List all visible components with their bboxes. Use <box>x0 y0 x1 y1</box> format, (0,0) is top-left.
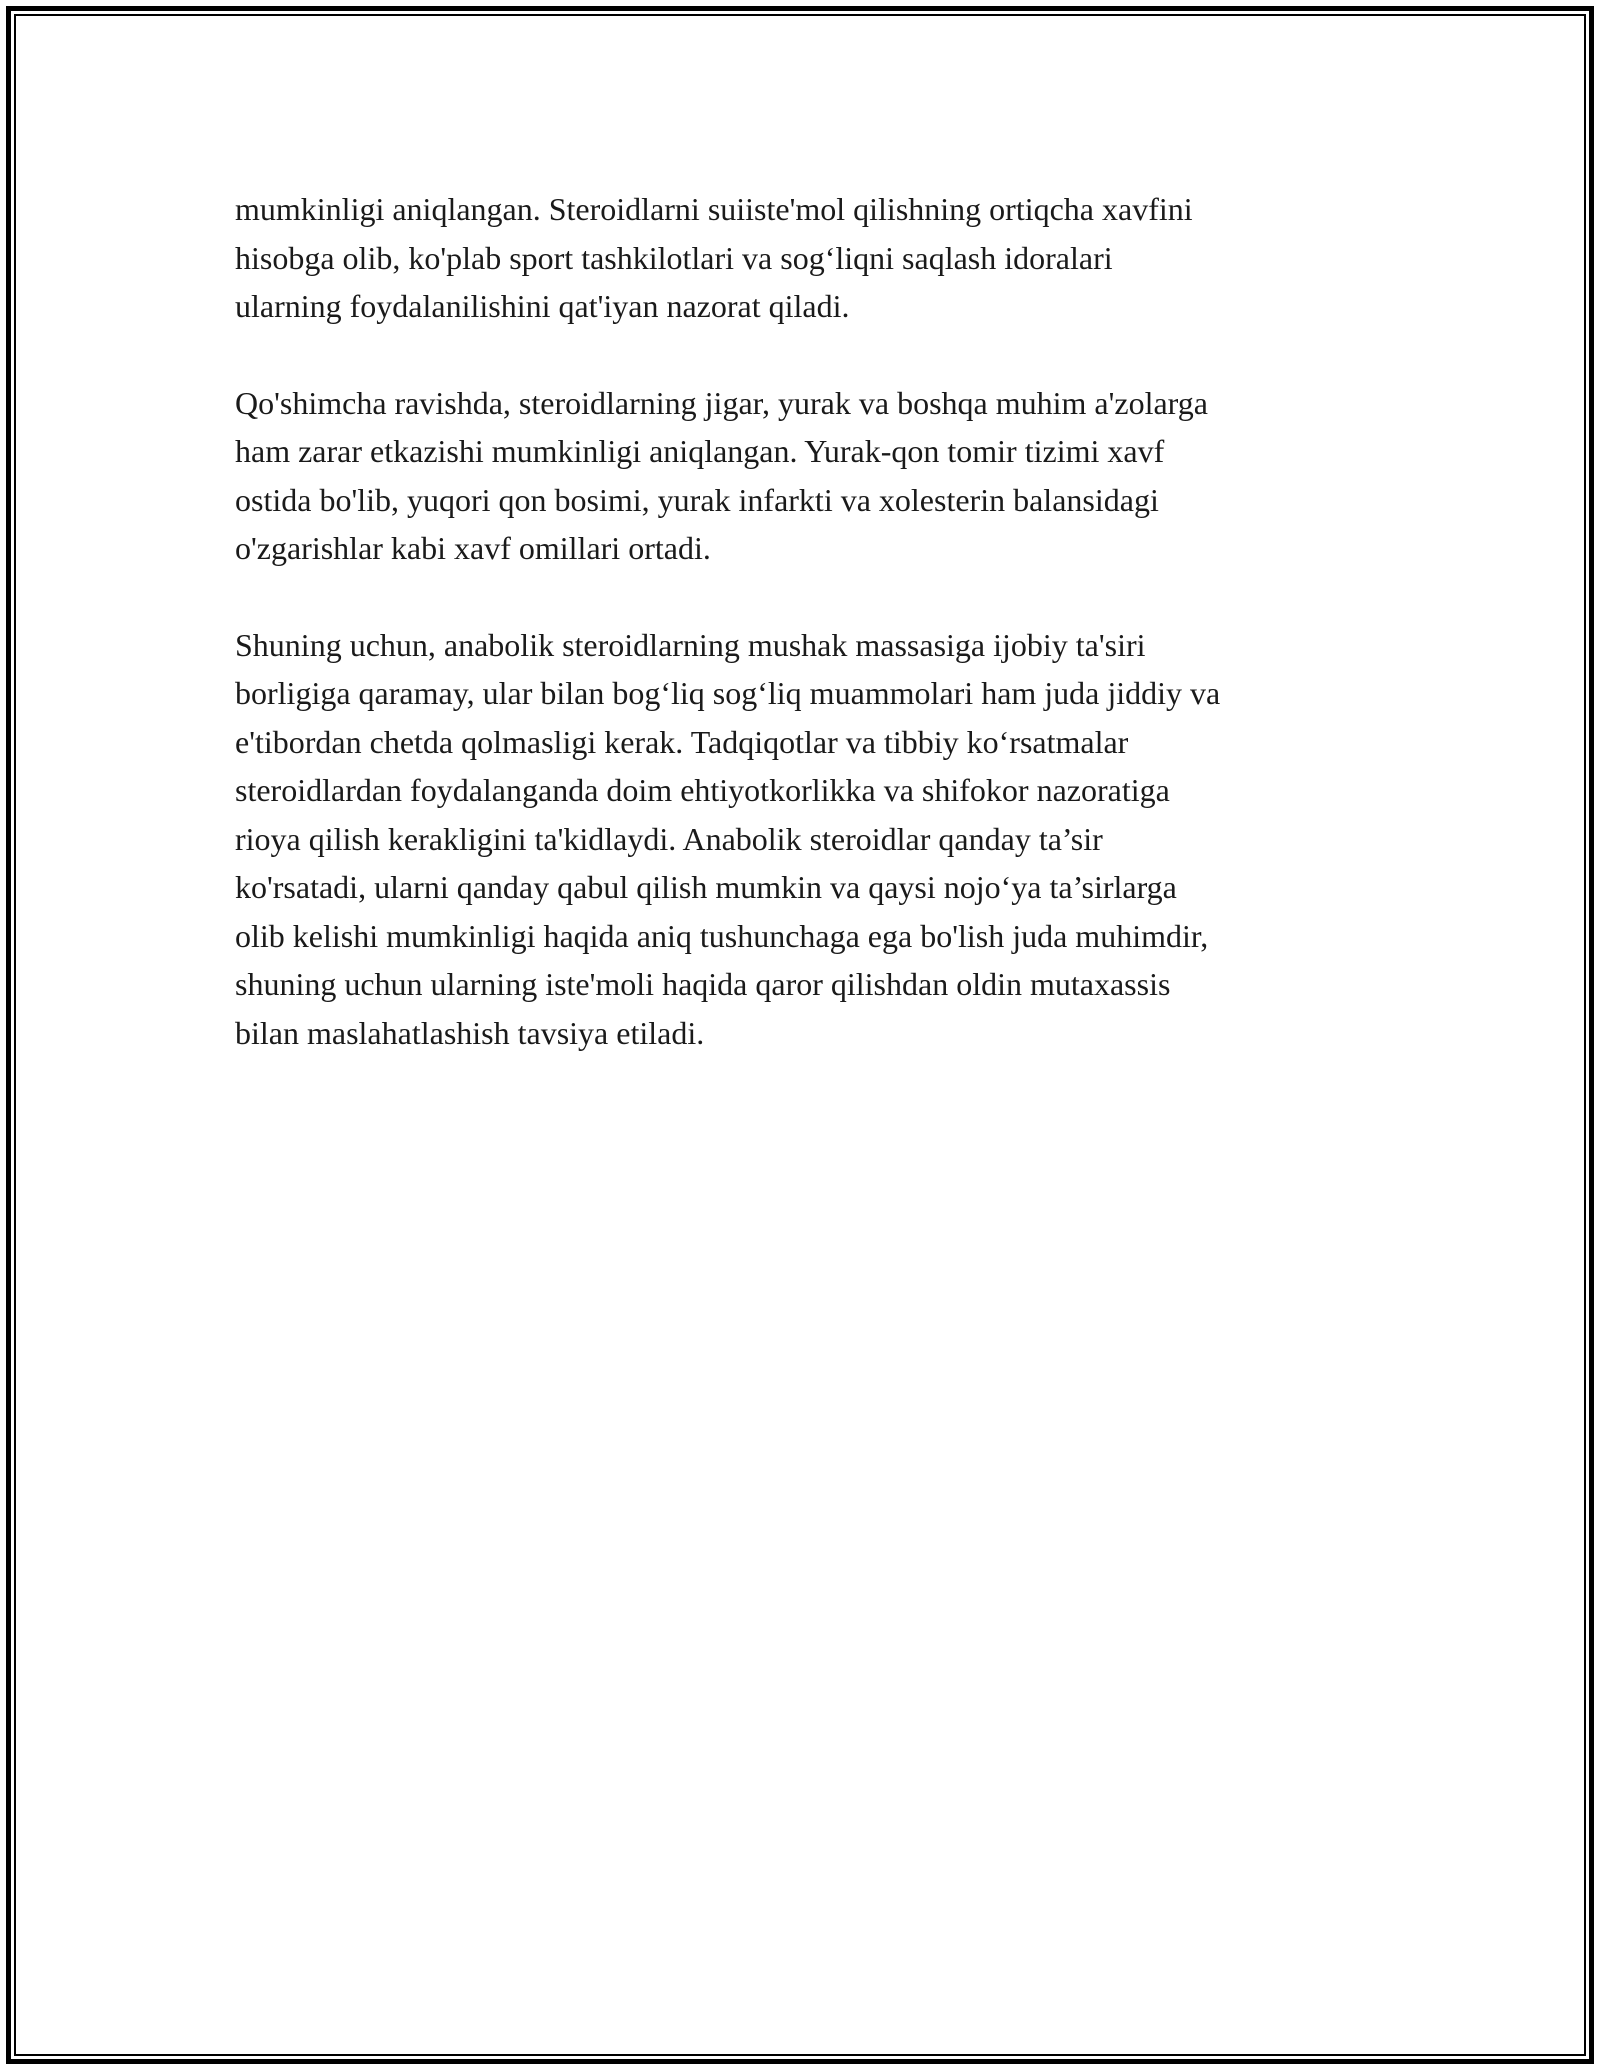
text-line: ko'rsatadi, ularni qanday qabul qilish mumkin va qaysi nojo‘ya ta’sirlarga <box>235 869 1177 905</box>
text-line: borligiga qaramay, ular bilan bog‘liq sog‘liq muammolari ham juda jiddiy va <box>235 675 1221 711</box>
paragraph-3 <box>235 621 1375 1058</box>
text-line: steroidlardan foydalanganda doim ehtiyotkorlikka va shifokor nazoratiga <box>235 772 1170 808</box>
text-line: bilan maslahatlashish tavsiya etiladi. <box>235 1014 705 1051</box>
text-line: Qo'shimcha ravishda, steroidlarning jigar, yurak va boshqa muhim a'zolarga <box>235 384 1208 421</box>
document-body <box>235 185 1375 1105</box>
paragraph-2 <box>235 379 1375 573</box>
text-line: Shuning uchun, anabolik steroidlarning mushak massasiga ijobiy ta'siri <box>235 626 1146 663</box>
text-line: e'tibordan chetda qolmasligi kerak. Tadqiqotlar va tibbiy ko‘rsatmalar <box>235 723 1129 760</box>
text-line: ham zarar etkazishi mumkinligi aniqlangan. Yurak-qon tomir tizimi xavf <box>235 433 1165 469</box>
text-line: olib kelishi mumkinligi haqida aniq tushunchaga ega bo'lish juda muhimdir, <box>235 917 1209 954</box>
text-line: mumkinligi aniqlangan. Steroidlarni suiiste'mol qilishning ortiqcha xavfini <box>235 191 1193 227</box>
text-line: o'zgarishlar kabi xavf omillari ortadi. <box>235 530 711 566</box>
text-line: hisobga olib, ko'plab sport tashkilotlari va sog‘liqni saqlash idoralari <box>235 239 1113 276</box>
text-line: ularning foydalanilishini qat'iyan nazorat qiladi. <box>235 288 850 324</box>
text-line: rioya qilish kerakligini ta'kidlaydi. Anabolik steroidlar qanday ta’sir <box>235 820 1103 857</box>
text-line: ostida bo'lib, yuqori qon bosimi, yurak infarkti va xolesterin balansidagi <box>235 481 1159 518</box>
text-line: shuning uchun ularning iste'moli haqida qaror qilishdan oldin mutaxassis <box>235 966 1171 1002</box>
paragraph-1 <box>235 185 1375 331</box>
